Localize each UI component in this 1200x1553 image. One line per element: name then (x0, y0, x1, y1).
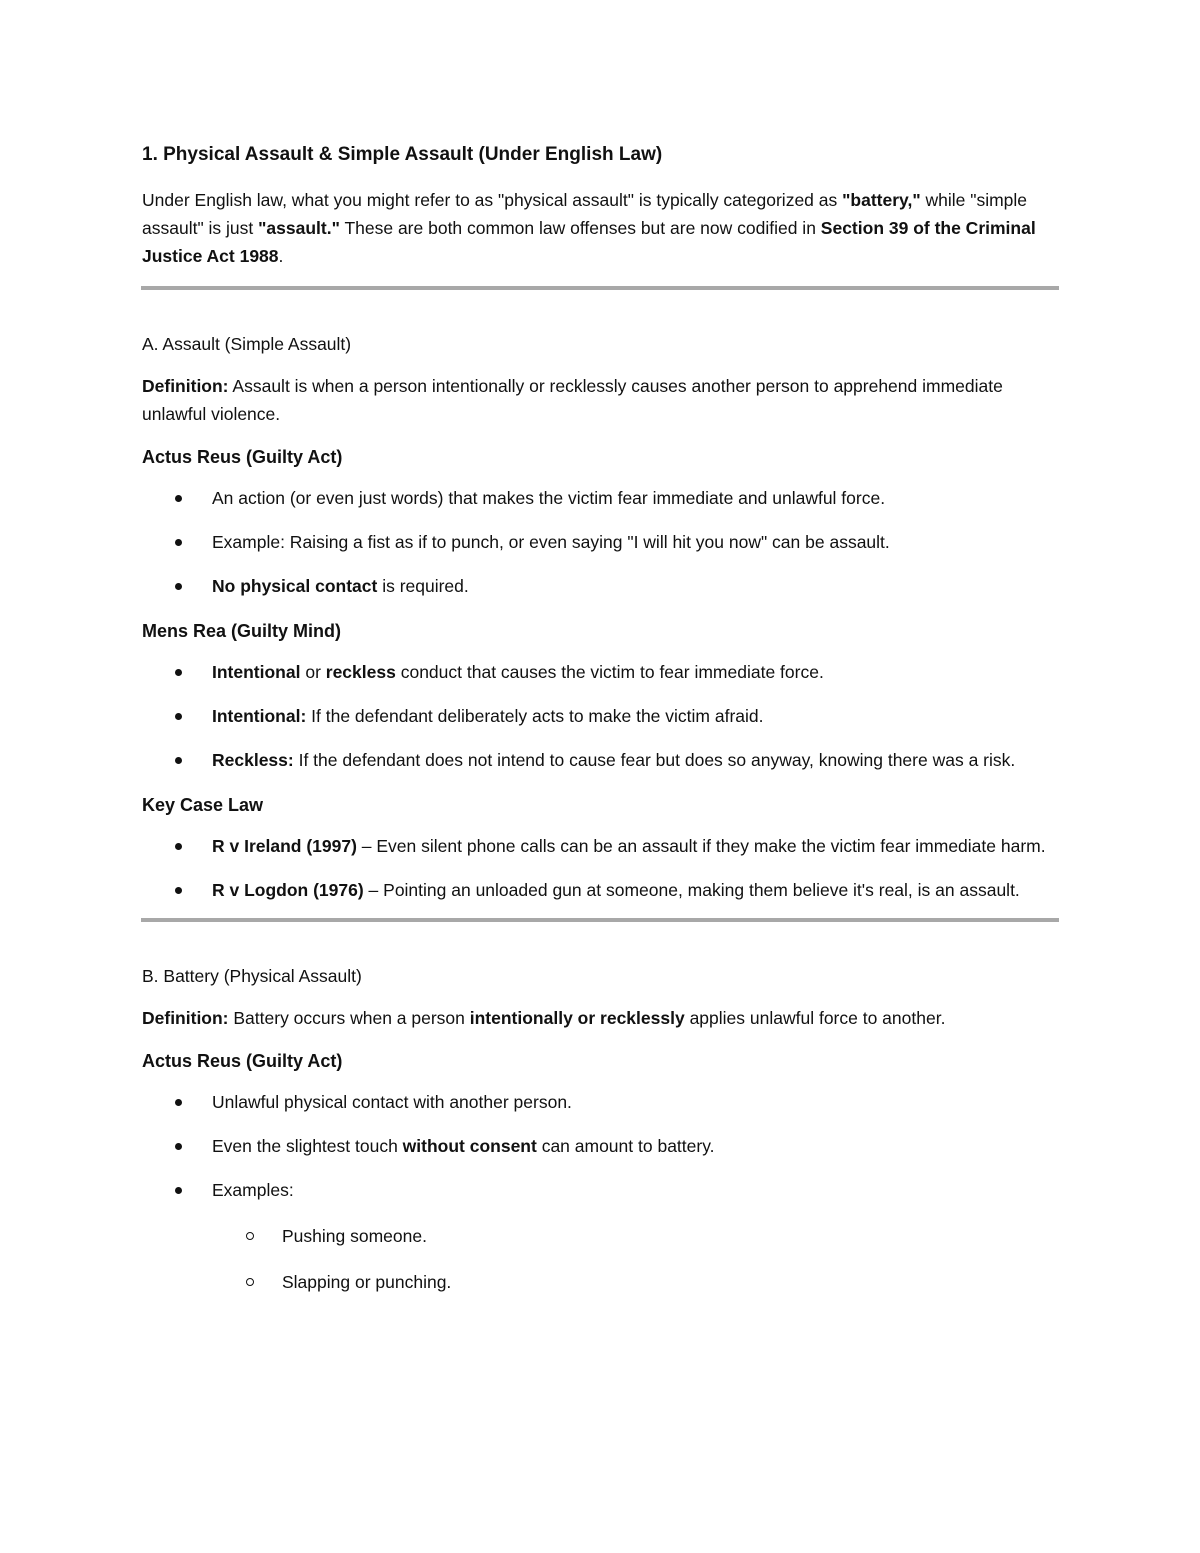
list-item-text: If the defendant deliberately acts to make the victim afraid. (306, 706, 764, 726)
list-item (142, 746, 1060, 774)
list-item-bold: No physical contact (212, 576, 378, 596)
list-item-bold: Reckless: (212, 750, 294, 770)
intro-text: while "simple assault" is just (142, 190, 1028, 238)
intro-paragraph (142, 186, 1060, 270)
list-item-text: Unlawful physical contact with another person. (212, 1092, 572, 1112)
horizontal-divider (141, 918, 1059, 922)
list-item-bold: reckless (325, 662, 396, 682)
list-item (142, 702, 1060, 730)
sub-list-item-text: Pushing someone. (282, 1226, 427, 1246)
list-item (142, 1176, 1060, 1296)
bullet-icon (175, 887, 182, 894)
list-item-bold: without consent (402, 1136, 537, 1156)
case-name: R v Ireland (1997) (212, 836, 357, 856)
definition-label: Definition: (142, 376, 229, 396)
list-item-text: Example: Raising a fist as if to punch, or even saying "I will hit you now" can be assault. (212, 532, 890, 552)
list-item-text: is required. (377, 576, 469, 596)
definition-label: Definition: (142, 1008, 229, 1028)
section-a-case-list (142, 832, 1060, 904)
list-item-text: or (300, 662, 326, 682)
document-content (142, 140, 1060, 1314)
list-item-bold: Intentional: (212, 706, 307, 726)
list-item-text: can amount to battery. (536, 1136, 715, 1156)
bullet-icon (175, 539, 182, 546)
bullet-icon (175, 843, 182, 850)
list-item-text: Examples: (212, 1180, 294, 1200)
definition-text: Battery occurs when a person (228, 1008, 470, 1028)
list-item-text: If the defendant does not intend to cause fear but does so anyway, knowing there was a risk. (293, 750, 1016, 770)
case-description: – Pointing an unloaded gun at someone, making them believe it's real, is an assault. (363, 880, 1020, 900)
section-a-actus-list (142, 484, 1060, 600)
list-item-bold: Intentional (212, 662, 301, 682)
list-item-text: An action (or even just words) that makes the victim fear immediate and unlawful force. (212, 488, 886, 508)
section-b-definition (142, 1004, 1060, 1032)
circle-bullet-icon (246, 1278, 254, 1286)
definition-bold: intentionally or recklessly (469, 1008, 685, 1028)
intro-statute: Section 39 of the Criminal Justice Act 1988 (142, 218, 1036, 266)
sub-list-item (212, 1268, 1060, 1296)
list-item-text: conduct that causes the victim to fear immediate force. (395, 662, 824, 682)
list-item (142, 876, 1060, 904)
bullet-icon (175, 1143, 182, 1150)
definition-text: applies unlawful force to another. (684, 1008, 946, 1028)
bullet-icon (175, 757, 182, 764)
document-title: 1. Physical Assault & Simple Assault (Under English Law) (142, 144, 663, 165)
examples-sublist (212, 1222, 1060, 1296)
intro-text: Under English law, what you might refer to as "physical assault" is typically categorized as (142, 190, 843, 210)
definition-text: Assault is when a person intentionally or recklessly causes another person to apprehend immediate unlawful violence. (142, 376, 1003, 424)
section-a-heading: A. Assault (Simple Assault) (142, 334, 352, 354)
section-a-case-heading: Key Case Law (142, 795, 264, 815)
bullet-icon (175, 1099, 182, 1106)
circle-bullet-icon (246, 1232, 254, 1240)
list-item (142, 658, 1060, 686)
section-a-actus-heading: Actus Reus (Guilty Act) (142, 447, 343, 467)
case-name: R v Logdon (1976) (212, 880, 364, 900)
list-item-text: Even the slightest touch (212, 1136, 403, 1156)
list-item (142, 572, 1060, 600)
bullet-icon (175, 669, 182, 676)
bullet-icon (175, 1187, 182, 1194)
case-description: – Even silent phone calls can be an assault if they make the victim fear immediate harm. (356, 836, 1046, 856)
intro-assault-term: "assault." (258, 218, 340, 238)
section-b-actus-list (142, 1088, 1060, 1296)
list-item (142, 484, 1060, 512)
section-a-definition (142, 372, 1060, 428)
bullet-icon (175, 495, 182, 502)
intro-text: . (278, 246, 284, 266)
bullet-icon (175, 713, 182, 720)
horizontal-divider (141, 286, 1059, 290)
list-item (142, 528, 1060, 556)
intro-battery-term: "battery," (842, 190, 921, 210)
section-a-mens-heading: Mens Rea (Guilty Mind) (142, 621, 342, 641)
bullet-icon (175, 583, 182, 590)
intro-text: These are both common law offenses but are now codified in (339, 218, 821, 238)
list-item (142, 1132, 1060, 1160)
section-a-mens-list (142, 658, 1060, 774)
list-item (142, 1088, 1060, 1116)
sub-list-item-text: Slapping or punching. (282, 1272, 452, 1292)
section-b-actus-heading: Actus Reus (Guilty Act) (142, 1051, 343, 1071)
list-item (142, 832, 1060, 860)
sub-list-item (212, 1222, 1060, 1250)
section-b-heading: B. Battery (Physical Assault) (142, 966, 362, 986)
